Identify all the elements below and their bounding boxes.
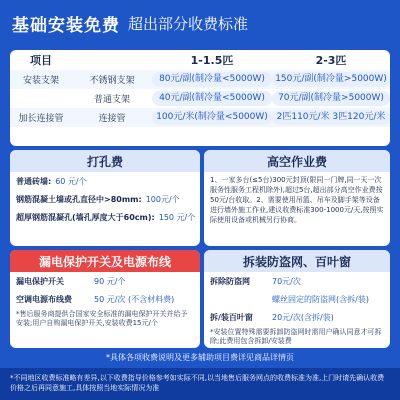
row-price-small: 40元/副(制冷量<5000W) xyxy=(152,91,272,106)
high-altitude-card xyxy=(204,150,390,246)
anti-note: *安装位置特殊需要拆卸防盗网时需用户确认同意才可拆除;此费用包含拆卸/安装费 xyxy=(210,328,382,345)
anti-item-extra-text: 螺丝固定的防盗网(含拆/装) xyxy=(272,294,369,304)
anti-item-price: 70元/次 xyxy=(272,276,301,286)
list-item xyxy=(10,272,200,290)
anti-theft-card xyxy=(204,250,390,348)
leak-item-price: 90 元/个 xyxy=(94,276,126,286)
row-group-label: 安装支架 xyxy=(22,76,59,86)
row-price-large: 70元/副(制冷量>5000W) xyxy=(272,91,390,106)
row-sub-label: 连接管 xyxy=(98,114,126,124)
title-main: 基础安装免费 xyxy=(12,15,120,36)
row-group-label: 加长连接管 xyxy=(18,114,64,124)
drill-item-label: 钢筋混凝土墙或孔直径中>80mm: xyxy=(16,194,142,204)
drill-fee-card xyxy=(10,150,200,246)
footer-note: *具体各项收费说明及更多辅助项目费详见商品详情页 xyxy=(106,353,294,362)
list-item xyxy=(10,290,200,308)
header-small: 1-1.5匹 xyxy=(190,54,234,67)
list-item xyxy=(10,208,200,226)
anti-item-label: 拆除防盗网 xyxy=(210,276,250,286)
leak-item-label: 漏电保护开关 xyxy=(16,276,64,286)
table-row xyxy=(10,70,390,89)
row-price-small: 80元/副(制冷量<5000W) xyxy=(152,72,272,87)
header-item: 项目 xyxy=(30,54,52,67)
anti-item-label: 拆/装百叶窗 xyxy=(210,312,253,322)
leak-item-label: 空调电源布线费 xyxy=(16,294,72,304)
list-item xyxy=(10,172,200,190)
leak-protection-card xyxy=(10,250,200,348)
anti-theft-title: 拆装防盗网、百叶窗 xyxy=(204,250,390,272)
drill-item-label: 普通砖墙: xyxy=(16,176,52,186)
list-item xyxy=(10,190,200,208)
title-sub: 超出部分收费标准 xyxy=(128,14,249,33)
header-bar xyxy=(0,0,400,46)
row-sub-label: 普通支架 xyxy=(93,95,130,105)
anti-item-price: 20元/次(含拆/装) xyxy=(272,312,334,322)
drill-item-price: 60 元/个 xyxy=(55,176,87,186)
row-price-large: 2匹110元/米 3匹120元/米 xyxy=(272,110,390,125)
drill-item-label: 超厚钢筋混凝孔(墙孔厚度大于60cm): xyxy=(16,212,155,222)
list-item xyxy=(204,290,390,308)
table-row xyxy=(10,89,390,108)
table-row xyxy=(10,108,390,127)
table-header-row xyxy=(10,50,390,70)
row-sub-label: 不锈钢支架 xyxy=(89,76,135,86)
leak-protection-title: 漏电保护开关及电源布线 xyxy=(10,250,200,272)
drill-item-price: 100元/个 xyxy=(145,194,180,204)
drill-fee-title: 打孔费 xyxy=(10,150,200,172)
leak-note: *售后服务商提供合国家安全标准的漏电保护开关并给予安装;用户自购漏电保护开关,安装收费15元/个 xyxy=(16,310,188,327)
list-item xyxy=(204,308,390,326)
drill-item-price: 150 元/个 xyxy=(158,212,196,222)
row-price-large: 150元/副(制冷量>5000W) xyxy=(272,72,390,87)
bottom-disclaimer: *不同地区收费标准略有差异,以下收费指导价格参考如实际不同,以当地售后服务网点的收费标准为准,上门时请先确认收费价格之后再同意施工,具体按照当地实际情况为准 xyxy=(0,368,400,400)
row-price-small: 100元/米(制冷量<5000W) xyxy=(152,110,272,125)
leak-item-price: 50 元/次 (不含材料费) xyxy=(94,294,175,304)
header-large: 2-3匹 xyxy=(315,54,347,67)
high-altitude-text: 1、一家多台(≤5台)300元封顶(限同一门牌,同一天一次服务性服务工程机除外),超过5台,超出部分高空作业费按50元/台收取。2、需要使用吊篮、吊车及脚手架等设备进行墙外施工作业,建议收费标准300-1000元/天,按照实际使用设备或机械另行协商。 xyxy=(210,176,384,224)
high-altitude-title: 高空作业费 xyxy=(204,150,390,172)
price-table xyxy=(10,50,390,146)
list-item xyxy=(204,272,390,290)
